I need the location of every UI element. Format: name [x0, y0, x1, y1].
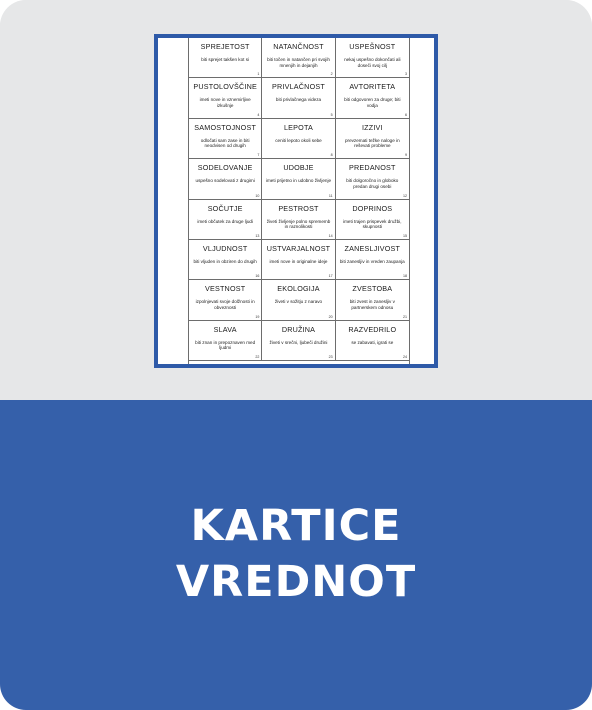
value-card	[336, 38, 409, 78]
card-description: imeti trajen prispevek družbi, skupnosti	[343, 218, 402, 230]
card-title: EKOLOGIJA	[277, 284, 320, 294]
card-number: 15	[402, 233, 407, 238]
value-card	[189, 280, 262, 320]
card-description: biti točen in natančen pri svojih mnenjih in dejanjih	[267, 57, 330, 68]
card-description: biti sprejet takšen kot si	[201, 57, 250, 62]
card-number: 5	[330, 112, 333, 117]
card-title: USPEŠNOST	[349, 42, 396, 51]
card-description: prevzemati težke naloge in reševati probleme	[344, 137, 400, 149]
card-number: 18	[402, 274, 407, 279]
value-card	[189, 78, 262, 118]
value-card	[336, 200, 409, 240]
tile-title	[0, 498, 592, 610]
card-number: 23	[328, 355, 333, 360]
card-title: SPREJETOST	[200, 42, 250, 51]
card-description: uspešno sodelovati z drugimi	[195, 178, 255, 184]
value-card	[262, 159, 335, 199]
card-title: SODELOVANJE	[197, 163, 253, 173]
card-description: živeti v srečni, ljubeči družini	[269, 339, 328, 345]
value-card	[336, 280, 409, 320]
card-title: ZVESTOBA	[352, 284, 393, 294]
card-number: 8	[330, 153, 333, 158]
card-description: imeti prijetno in udobno življenje	[265, 178, 332, 184]
value-card	[189, 240, 262, 280]
card-title: DRUŽINA	[281, 324, 316, 334]
card-title: PREDANOST	[349, 163, 396, 173]
card-number: 12	[402, 193, 407, 198]
value-card	[189, 119, 262, 159]
value-card	[262, 200, 335, 240]
card-number: 14	[328, 233, 333, 238]
value-card	[336, 78, 409, 118]
card-number: 11	[328, 193, 333, 198]
card-description: nekaj uspešno dokončati ali doseči svoj cilj	[344, 57, 401, 68]
card-number: 21	[402, 314, 407, 319]
card-sheet	[188, 38, 410, 368]
card-description: živeti v sožitju z naravo	[274, 299, 323, 305]
card-number: 1	[257, 72, 260, 77]
card-description: izpolnjevati svoje dolžnosti in obveznosti	[195, 299, 255, 310]
card-number: 16	[255, 274, 260, 279]
card-title: USTVARJALNOST	[266, 243, 331, 253]
card-number: 20	[328, 314, 333, 319]
value-card	[262, 119, 335, 159]
card-title: LEPOTA	[283, 122, 313, 132]
card-title: SOČUTJE	[207, 203, 243, 213]
card-number: 3	[404, 72, 407, 77]
card-title: SLAVA	[213, 324, 237, 334]
card-number: 10	[255, 193, 260, 198]
card-title: ZANESLJIVOST	[344, 243, 401, 253]
card-title: RAZVEDRILO	[348, 324, 397, 334]
card-description: biti zanesljiv in vreden zaupanja	[339, 258, 405, 264]
card-description: imeti občutek za druge ljudi	[197, 218, 253, 224]
card-description: biti zvest in zanesljiv v partnerskem odnosu	[349, 299, 395, 310]
card-description: živeti življenje polno sprememb in raznolikosti	[266, 218, 331, 230]
card-number: 17	[328, 274, 333, 279]
value-card	[336, 240, 409, 280]
card-title: DOPRINOS	[352, 203, 393, 213]
card-title: VLJUDNOST	[202, 243, 248, 253]
card-description: biti privlačnega videza	[275, 97, 322, 103]
card-title: PUSTOLOVŠČINE	[193, 82, 257, 92]
card-description: ceniti lepoto okoli sebe	[275, 137, 322, 143]
value-card	[189, 38, 262, 78]
card-description: biti dolgoročno in globoko predan drugi osebi	[346, 178, 399, 189]
card-number: 4	[257, 112, 260, 117]
value-card	[189, 200, 262, 240]
card-number: 6	[404, 112, 407, 117]
card-number: 13	[255, 233, 260, 238]
title-line-2: VREDNOT	[175, 557, 417, 607]
value-card	[189, 321, 262, 361]
card-title: AVTORITETA	[349, 82, 396, 92]
card-description: biti znan in prepoznaven med ljudmi	[195, 339, 256, 351]
card-number: 2	[330, 72, 333, 77]
card-description: imeti nove in vznemirljive izkušnje	[199, 97, 251, 108]
card-title: IZZIVI	[361, 122, 383, 132]
card-title: NATANČNOST	[273, 42, 324, 51]
value-card	[262, 38, 335, 78]
card-title: UDOBJE	[283, 163, 314, 173]
value-card	[262, 280, 335, 320]
card-description: biti odgovoren za druge; biti vodja	[344, 97, 401, 108]
card-title: SAMOSTOJNOST	[194, 122, 257, 132]
card-description: imeti nove in originalne ideje	[269, 258, 328, 264]
card-number: 9	[404, 153, 407, 158]
value-card	[262, 321, 335, 361]
card-title: PESTROST	[278, 203, 319, 213]
card-number: 7	[257, 153, 260, 158]
value-card	[262, 78, 335, 118]
title-line-1: KARTICE	[190, 501, 402, 551]
card-number: 22	[255, 355, 260, 360]
card-title: VESTNOST	[204, 284, 246, 294]
value-card	[336, 321, 409, 361]
card-description: biti vljuden in obziren do drugih	[193, 258, 257, 264]
card-grid	[189, 38, 409, 361]
value-card	[189, 159, 262, 199]
card-description: odločati sam zase in biti neodvisen od drugih	[200, 137, 250, 149]
value-card	[262, 240, 335, 280]
value-card	[336, 159, 409, 199]
card-title: PRIVLAČNOST	[272, 82, 325, 92]
card-number: 19	[255, 314, 260, 319]
value-card	[336, 119, 409, 159]
document-preview	[154, 34, 438, 368]
card-number: 24	[402, 355, 407, 360]
card-description: se zabavati, igrati se	[351, 339, 394, 345]
